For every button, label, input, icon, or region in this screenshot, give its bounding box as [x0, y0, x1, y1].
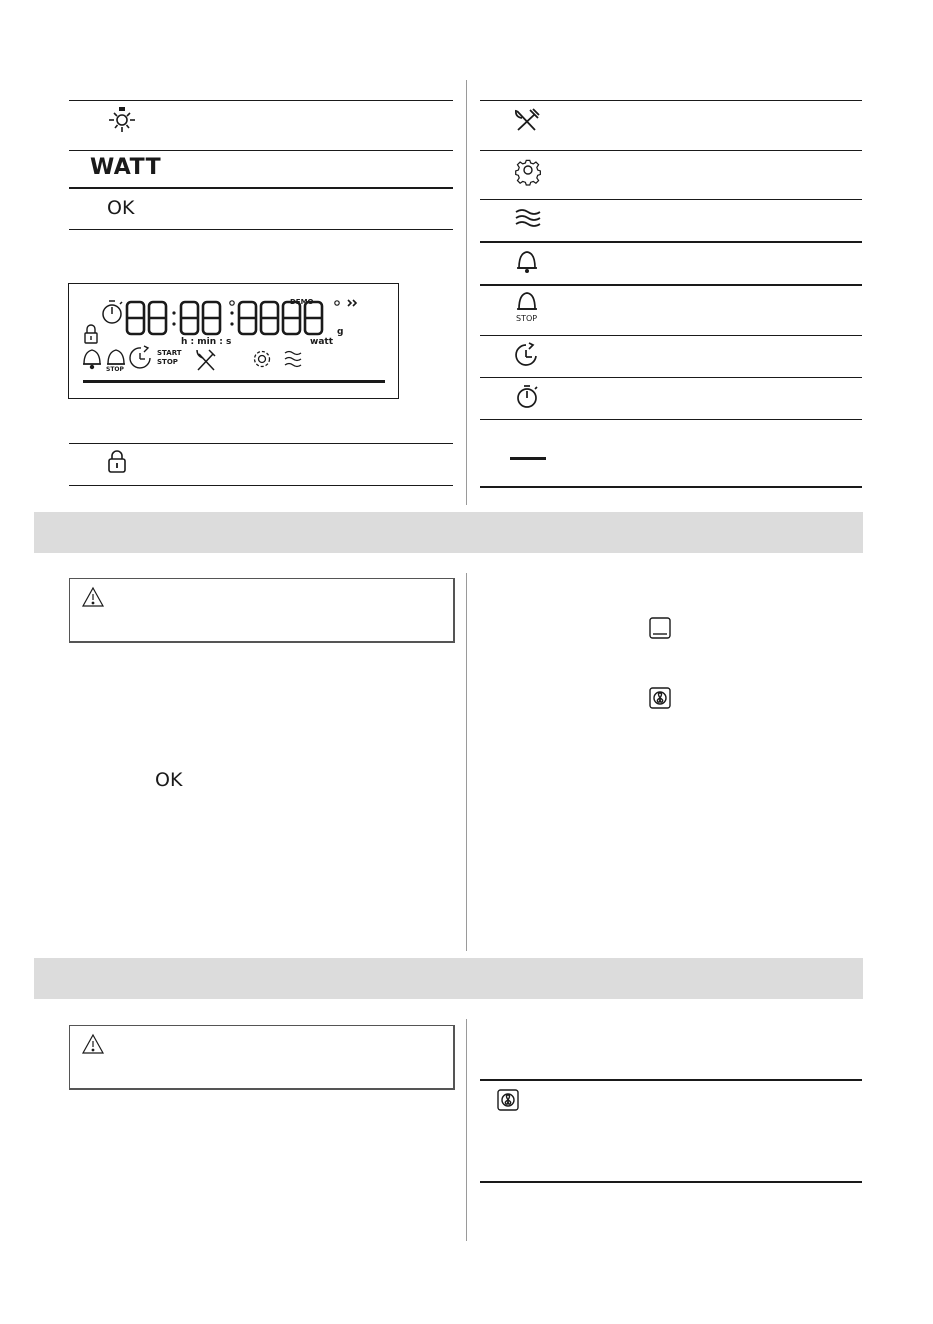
bell-stop-label: STOP — [106, 366, 124, 373]
table-rule — [69, 100, 453, 101]
start-label: START — [157, 349, 182, 357]
column-divider — [466, 573, 467, 951]
fan-oven-icon — [496, 1088, 520, 1112]
fork-knife-icon — [197, 350, 215, 370]
demo-arrows-icon — [348, 300, 356, 306]
table-rule — [480, 284, 862, 286]
bell-stop-icon — [515, 291, 539, 313]
start-stop-label: STOP — [157, 358, 178, 366]
table-rule — [480, 100, 862, 101]
watt-unit-label: watt — [310, 337, 333, 347]
table-rule — [480, 1079, 862, 1081]
ok-label: OK — [107, 197, 135, 219]
table-rule — [480, 150, 862, 151]
table-rule — [69, 485, 453, 486]
fan-oven-icon — [648, 686, 672, 710]
column-divider — [466, 80, 467, 505]
fork-knife-icon — [514, 108, 540, 132]
section-header-band — [34, 958, 863, 999]
table-rule — [480, 335, 862, 336]
warning-icon — [81, 1033, 105, 1055]
timer-start-icon — [514, 342, 542, 368]
table-rule — [480, 241, 862, 243]
waves-icon — [515, 208, 541, 228]
lamp-icon — [107, 106, 137, 134]
progress-bar — [83, 380, 385, 383]
digit-display — [127, 302, 322, 334]
table-rule — [69, 187, 453, 189]
display-panel — [68, 283, 399, 399]
gram-label: g — [337, 327, 344, 337]
table-rule — [69, 229, 453, 230]
bell-icon — [83, 350, 101, 369]
table-rule — [480, 486, 862, 488]
stopwatch-icon — [103, 301, 122, 323]
bell-stop-label: STOP — [516, 314, 538, 323]
lock-icon — [85, 325, 97, 343]
gear-icon — [515, 157, 541, 183]
watt-label: WATT — [90, 155, 162, 180]
waves-icon — [285, 352, 301, 367]
lock-icon — [107, 450, 129, 474]
bar-icon — [510, 457, 546, 460]
section-header-band — [34, 512, 863, 553]
warning-icon — [81, 586, 105, 608]
bell-icon — [515, 249, 539, 275]
table-rule — [69, 150, 453, 151]
table-rule — [480, 199, 862, 200]
demo-label: DEMO — [290, 298, 314, 306]
stopwatch-icon — [515, 384, 541, 410]
time-label: h : min : s — [181, 337, 232, 347]
gear-icon — [255, 352, 270, 367]
warning-box — [69, 1025, 455, 1090]
table-rule — [480, 419, 862, 420]
bell-stop-icon — [107, 350, 125, 364]
table-rule — [480, 1181, 862, 1183]
warning-box — [69, 578, 455, 643]
ok-label: OK — [155, 769, 183, 791]
timer-start-icon — [130, 346, 150, 368]
column-divider — [466, 1019, 467, 1241]
table-rule — [480, 377, 862, 378]
oven-icon — [648, 616, 672, 640]
table-rule — [69, 443, 453, 444]
